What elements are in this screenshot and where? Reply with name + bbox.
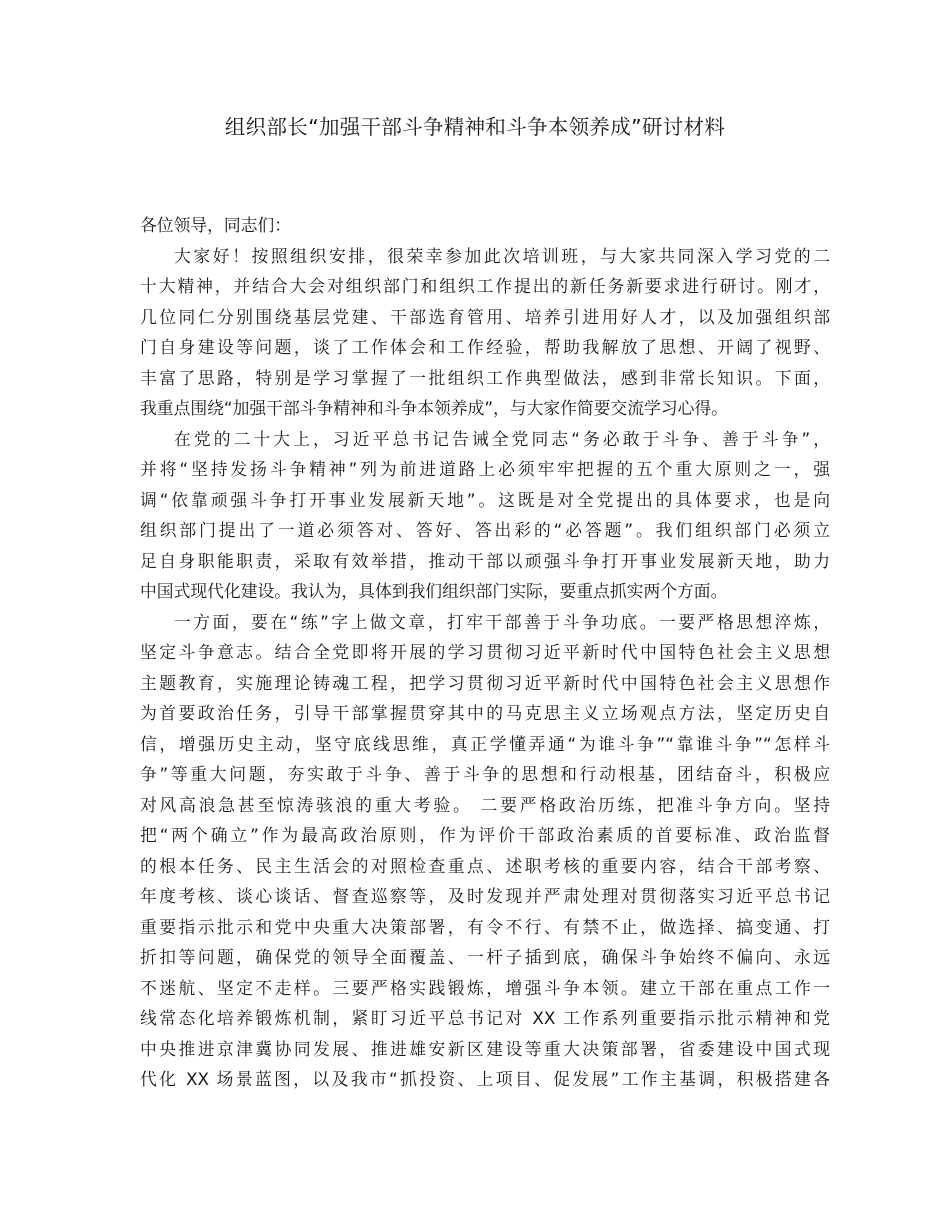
paragraph-line: 坚定斗争意志。结合全党即将开展的学习贯彻习近平新时代中国特色社会主义思想 <box>140 642 830 662</box>
paragraph-line: 在党的二十大上，习近平总书记告诫全党同志“务必敢于斗争、善于斗争”， <box>174 428 830 449</box>
paragraph-line: 代化 XX 场景蓝图，以及我市“抓投资、上项目、促发展”工作主基调，积极搭建各 <box>140 1069 830 1089</box>
paragraph-line: 丰富了思路，特别是学习掌握了一批组织工作典型做法，感到非常长知识。下面， <box>140 367 830 388</box>
paragraph-line: 调“依靠顽强斗争打开事业发展新天地”。这既是对全党提出的具体要求，也是向 <box>140 489 830 510</box>
paragraphs <box>140 241 830 1095</box>
paragraph <box>140 241 830 424</box>
paragraph-line: 一方面，要在“练”字上做文章，打牢干部善于斗争功底。一要严格思想淬炼， <box>174 611 830 632</box>
paragraph <box>140 424 830 607</box>
paragraph-line: 的根本任务、民主生活会的对照检查重点、述职考核的重要内容，结合干部考察、 <box>140 855 830 876</box>
paragraph-line: 大家好！按照组织安排，很荣幸参加此次培训班，与大家共同深入学习党的二 <box>174 245 830 266</box>
paragraph-line: 不迷航、坚定不走样。三要严格实践锻炼，增强斗争本领。建立干部在重点工作一 <box>140 977 830 998</box>
paragraph-line: 组织部门提出了一道必须答对、答好、答出彩的“必答题”。我们组织部门必须立 <box>140 520 830 540</box>
paragraph-line: 年度考核、谈心谈话、督查巡察等，及时发现并严肃处理对贯彻落实习近平总书记 <box>140 886 830 906</box>
paragraph-line: 十大精神，并结合大会对组织部门和组织工作提出的新任务新要求进行研讨。刚才， <box>140 276 830 296</box>
document-title: 组织部长“加强干部斗争精神和斗争本领养成”研讨材料 <box>224 115 726 139</box>
paragraph-line: 对风高浪急甚至惊涛骇浪的重大考验。 二要严格政治历练，把准斗争方向。坚持 <box>140 794 830 815</box>
greeting: 各位领导，同志们： <box>140 215 292 235</box>
paragraph-line: 几位同仁分别围绕基层党建、干部选育管用、培养引进用好人才，以及加强组织部 <box>140 306 830 327</box>
paragraph-line: 为首要政治任务，引导干部掌握贯穿其中的马克思主义立场观点方法，坚定历史自 <box>140 703 830 723</box>
paragraph-line: 争”等重大问题，夯实敢于斗争、善于斗争的思想和行动根基，团结奋斗，积极应 <box>140 764 830 784</box>
paragraph-line: 主题教育，实施理论铸魂工程，把学习贯彻习近平新时代中国特色社会主义思想作 <box>140 672 830 693</box>
paragraph-line: 把“两个确立”作为最高政治原则，作为评价干部政治素质的首要标准、政治监督 <box>140 825 830 845</box>
paragraph-line: 信，增强历史主动，坚守底线思维，真正学懂弄通“为谁斗争”“靠谁斗争”“怎样斗 <box>140 733 830 754</box>
paragraph-line: 折扣等问题，确保党的领导全面覆盖、一杆子插到底，确保斗争始终不偏向、永远 <box>140 947 830 967</box>
document-body <box>140 210 830 1095</box>
paragraph-line: 中央推进京津冀协同发展、推进雄安新区建设等重大决策部署，省委建设中国式现 <box>140 1038 830 1059</box>
paragraph-line: 重要指示批示和党中央重大决策部署，有令不行、有禁不止，做选择、搞变通、打 <box>140 916 830 937</box>
paragraph-line: 线常态化培养锻炼机制，紧盯习近平总书记对 XX 工作系列重要指示批示精神和党 <box>140 1008 830 1028</box>
paragraph-line: 并将“坚持发扬斗争精神”列为前进道路上必须牢牢把握的五个重大原则之一，强 <box>140 459 830 479</box>
paragraph-line: 门自身建设等问题，谈了工作体会和工作经验，帮助我解放了思想、开阔了视野、 <box>140 337 830 357</box>
paragraph-line: 中国式现代化建设。我认为，具体到我们组织部门实际，要重点抓实两个方面。 <box>140 581 728 601</box>
paragraph-line: 我重点围绕“加强干部斗争精神和斗争本领养成”，与大家作简要交流学习心得。 <box>140 398 728 418</box>
paragraph <box>140 607 830 1095</box>
paragraph-line: 足自身职能职责，采取有效举措，推动干部以顽强斗争打开事业发展新天地，助力 <box>140 550 830 571</box>
